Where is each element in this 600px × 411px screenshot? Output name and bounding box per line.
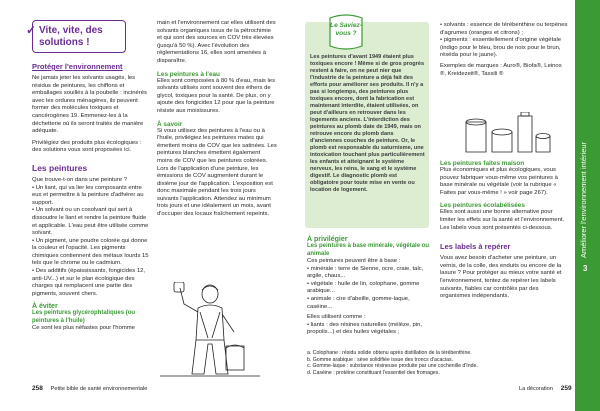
right-column-2-lower	[440, 160, 568, 301]
labels-paragraph: Vous avez besoin d'acheter une peinture, un vernis, de la colle, des enduits ou encore de la lasure ? Pour protéger au mieux votre santé et l'environnement, tentez de repérer les labels suivants, fiables car contrôlés par des organismes indépendants.	[440, 255, 562, 300]
box-title: Vite, vite, des solutions !	[39, 25, 103, 48]
protect-paragraph: Ne jamais jeter les solvants usagés, les résidus de peintures, les chiffons et emballages souillés à la poubelle : incinérés avec les ordures ménagères, ils peuvent former des molécules toxiques et cancérogènes 19. Emmenez-les à la déchetterie où ils seront traités de manière adéquate.	[32, 75, 147, 135]
middle-column	[157, 20, 277, 219]
book-title: Petite bible de santé environnementale	[50, 386, 148, 392]
footer-right	[519, 385, 572, 392]
solvents-bullet: • solvants : essence de térébenthine ou terpènes d'agrumes (oranges et citrons) ;	[440, 22, 568, 36]
chapter-number: 3	[583, 264, 588, 273]
mineral-bullet-1: • minérale : terre de Sienne, ocre, craie, talc, argile, chaux...	[307, 265, 424, 280]
brands-paragraph: Exemples de marques : Auro®, Biofa®, Leinos ®, Kreidezeit®, Tassili ®	[440, 62, 562, 77]
solvent-intro: Elles utilisent comme :	[307, 314, 366, 321]
labels-title: Les labels à repérer	[440, 242, 511, 252]
right-column-1	[307, 236, 431, 337]
paint-cans-illustration	[462, 112, 552, 156]
water-paint-paragraph: Elles sont composées à 80 % d'eau, mais les solvants utilisés sont souvent des éthers de glycol, toxiques pour la santé. De plus, on y ajoute des fongicides 12 pour que la peinture résiste aux moisissures.	[157, 77, 276, 114]
prefer-title: À privilégier	[307, 236, 348, 243]
paints-pigment: • Un pigment, une poudre colorée qui donne la couleur et l'opacité. Les pigments chimiques contiennent des métaux lourds 15 tels que le chrome ou le cadmium.	[32, 237, 149, 267]
footnotes	[307, 350, 572, 376]
right-column-2	[440, 22, 568, 78]
footnote: a. Colophane : résidu solide obtenu après distillation de la térébenthine.	[307, 350, 472, 356]
pigments-bullet: • pigments : essentiellement d'origine végétale (indigo pour le bleu, brou de noix pour le brun, réséda pour le jaune).	[440, 37, 562, 59]
footnote: b. Gomme arabique : sève solidifiée issue des troncs d'acacias.	[307, 356, 454, 363]
checkmark-icon: ✓	[26, 23, 37, 37]
chapter-title: La décoration	[519, 386, 553, 392]
protect-title: Protéger l'environnement	[32, 62, 123, 71]
paints-question: Que trouve-t-on dans une peinture ?	[32, 176, 127, 183]
homemade-paragraph: Plus économiques et plus écologiques, vous pouvez fabriquer vous-même vos peintures à base minérale ou végétale (voir la rubrique « Faites par vous-même ! » voir page 267).	[440, 167, 558, 196]
paints-title: Les peintures	[32, 162, 88, 173]
mineral-intro: Ces peintures peuvent être à base :	[307, 258, 401, 264]
chapter-label: Améliorer l'environnement intérieur	[579, 141, 588, 258]
page-number-left: 258	[32, 385, 43, 392]
footer-left	[32, 385, 147, 392]
glyc-title: Les peintures glycérophtaliques (ou peintures à l'huile)	[32, 310, 136, 324]
know-title: À savoir	[157, 120, 183, 128]
mineral-title: Les peintures à base minérale, végétale ou animale	[307, 243, 430, 257]
paints-binder: • Un liant, qui va lier les composants entre eux et permettre à la peinture d'adhérer au support.	[32, 184, 144, 206]
callout-text: Les peintures d'avant 1949 étaient plus toxiques encore ! Même si de gros progrès restent à faire, on ne peut nier que l'industrie de la peinture a déjà fait des efforts pour améliorer ses produits. Il n'y a pas si longtemps, des peintures plus toxiques encore, dont la fabrication est maintenant interdite, étaient utilisées, on peut d'ailleurs en retrouver dans les logements anciens. L'interdiction des peintures au plomb date de 1949, mais on retrouve encore du plomb dans d'anciennes couches de peinture. Or, le plomb est responsable du saturnisme, une intoxication touchant plus particulièrement les enfants et atteignant le système nerveux, les reins, le sang et le système digestif. Le diagnostic plomb est obligatoire pour toute mise en vente ou location de logement.	[310, 54, 425, 193]
homemade-title: Les peintures faites maison	[440, 160, 525, 167]
paints-solvent: • Un solvant ou un cosolvant qui sert à dissoudre le liant et rendre la peinture fluide et applicable. L'eau peut être utilisée comme solvant.	[32, 207, 149, 237]
painter-illustration	[160, 282, 260, 380]
paints-additives: • Des additifs (épaississants, fongicides 12, anti-UV...) et sur le plan écologique des charges qui remplacent une partie des pigments, souvent chers.	[32, 268, 146, 297]
left-column	[26, 20, 150, 333]
know-paragraph-1: Si vous utilisez des peintures à l'eau ou à l'huile, privilégiez les peintures mates qui émettent moins de COV que les satinées. Les peintures blanches émettent également moins de COV que les peintures colorées.	[157, 127, 277, 164]
glyc-paragraph: Ce sont les plus néfastes pour l'homme	[32, 325, 135, 332]
solutions-box	[26, 20, 126, 53]
callout-label: Le Saviez-vous ?	[330, 22, 362, 37]
page-number-right: 259	[560, 385, 572, 392]
avoid-title: À éviter	[32, 303, 58, 311]
footnote: c. Gomme-laque : substance résineuse produite par une cochenille d'Inde.	[307, 363, 478, 370]
water-paint-title: Les peintures à l'eau	[157, 70, 220, 78]
ecolabel-title: Les peintures écolabélisées	[440, 202, 525, 210]
mineral-bullet-3: • animale : cire d'abeille, gomme-laque, caséine...	[307, 295, 410, 310]
footnote: d. Caséine : protéine constituant l'essentiel des fromages.	[307, 369, 440, 376]
glyc-continued: main et l'environnement car elles utilisent des solvants organiques issus de la pétrochimie et qui sont des sources en COV très élevées (jusqu'à 50 %). Avec l'évolution des réglementations 16, elles sont amenées à disparaître.	[157, 20, 276, 64]
ecolabel-paragraph: Elles sont aussi une bonne alternative pour limiter les effets sur la santé et l'environnement. Les labels vous sont présentés ci-dessous.	[440, 209, 565, 231]
solvent-bullet-1: • liants : des résines naturelles (mélèze, pin, propolis...) et des huiles végétales ;	[307, 321, 423, 336]
know-paragraph-2: Lors de l'application d'une peinture, les émissions de COV augmentent durant le dixième jour de l'application. L'exposition est donc maximale pendant les trois jours suivants l'application. Attendez au minimum trois jours et une idéalement un mois, avant d'occuper des locaux fraîchement repeints.	[157, 165, 273, 218]
protect-paragraph-2: Privilégiez des produits plus écologiques : des solutions vous sont proposées ici.	[32, 139, 142, 154]
mineral-bullet-2: • végétale : huile de lin, colophane, gomme arabique...	[307, 280, 420, 295]
